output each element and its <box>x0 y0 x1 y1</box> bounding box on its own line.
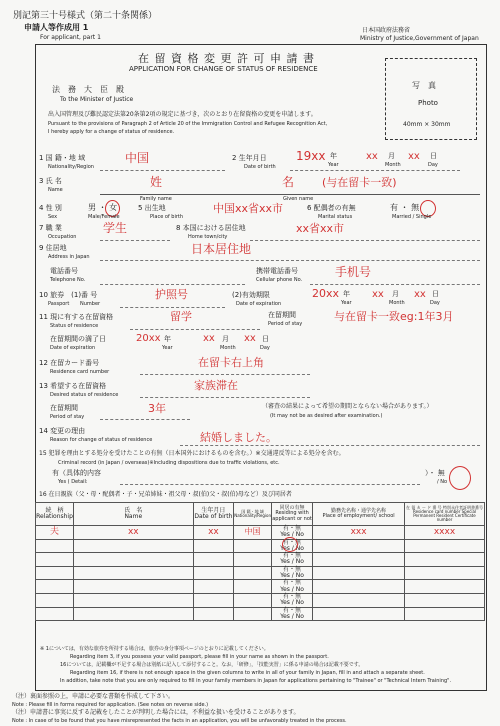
family-table-header <box>36 503 485 526</box>
q11-month-value[interactable]: xx <box>203 333 215 344</box>
col-nationality: 国 籍・地 域 Nationality/Region <box>234 503 272 526</box>
form-title-en: APPLICATION FOR CHANGE OF STATUS OF RESIDENCE <box>129 65 318 73</box>
q10-month-label-en: Month <box>389 300 405 306</box>
col-residing: 同居の有無 Residing with applicant or not <box>272 503 313 526</box>
table-row[interactable]: 有・無 Yes / No <box>36 593 485 607</box>
cell-label-en: Cellular phone No. <box>256 277 303 283</box>
table-row[interactable]: 有・無 Yes / No <box>36 607 485 621</box>
gov-en: Ministry of Justice,Government of Japan <box>360 35 479 42</box>
col-card: 在 留 カ ー ド 番 号 特別永住者証明書番号 Residence card number Special Permanent Resident Certificate number <box>405 503 485 526</box>
q2-day-value[interactable]: xx <box>408 151 420 162</box>
row1-relationship[interactable]: 夫 <box>36 526 74 540</box>
q2-label: 2 生年月日 <box>232 154 267 162</box>
family-table <box>35 502 485 621</box>
form-title-jp: 在 留 資 格 変 更 許 可 申 請 書 <box>138 52 315 65</box>
row1-name[interactable]: xx <box>73 526 193 540</box>
row1-card[interactable]: xxxx <box>405 526 485 540</box>
q12-value[interactable]: 在留卡右上角 <box>198 356 264 369</box>
photo-label-jp: 写 真 <box>412 81 436 90</box>
q13-stay-label: 在留期間 <box>50 404 78 412</box>
q11-year-label: 年 <box>164 335 171 343</box>
q11-year-label-en: Year <box>162 345 173 351</box>
q10-label-en: Passport <box>48 301 70 307</box>
q10-year-label-en: Year <box>341 300 352 306</box>
form-number: 別記第三十号様式（第二十条関係） <box>13 11 158 21</box>
q3-label: 3 氏 名 <box>39 177 62 185</box>
q13-stay-label-en: Period of stay <box>50 414 85 420</box>
q13-stay-value[interactable]: 3年 <box>148 402 166 415</box>
q3-family-value[interactable]: 姓 <box>150 175 163 189</box>
note-1-en: Regarding item 3, if you possess your valid passport, please fill in your name as shown in the passport. <box>70 654 329 660</box>
intro-line3: I hereby apply for a change of status of residence. <box>48 129 175 135</box>
q11-day-label: 日 <box>262 335 269 343</box>
q2-year-value[interactable]: 19xx <box>296 149 326 163</box>
q11-day-value[interactable]: xx <box>244 333 256 344</box>
q10-label: 10 旅券 (1)番 号 <box>39 291 98 299</box>
q15-label-en: Criminal record (in Japan / overseas)※Including dispositions due to traffic violations, etc. <box>58 460 280 466</box>
q8-label: 8 本国における居住地 <box>176 224 246 232</box>
q15-yes-label[interactable]: 有（具体的内容 <box>52 469 101 477</box>
footer-note-2: （注）申請書に事実に反する記載をしたことが判明した場合には，不利益な扱いを受けることがあります。 <box>12 709 300 716</box>
photo-size: 40mm × 30mm <box>403 121 451 128</box>
q13-label: 13 希望する在留資格 <box>39 382 107 390</box>
note-1: ※ 1については，有効な旅券を所持する場合は，旅券の身分事項ページのとおりに記載してください。 <box>40 646 269 652</box>
q9-label: 9 住居地 <box>39 244 67 252</box>
tel-label-en: Telephone No. <box>50 277 86 283</box>
q10-day-label-en: Day <box>430 300 440 306</box>
q1-value[interactable]: 中国 <box>125 151 150 165</box>
q1-label-en: Nationality/Region <box>48 164 94 170</box>
q6-label-en: Marital status <box>318 214 353 220</box>
col-dob: 生年月日 Date of birth <box>193 503 234 526</box>
col-name: 氏 名 Name <box>73 503 193 526</box>
row1-dob[interactable]: xx <box>193 526 234 540</box>
note-2: 16については，記載欄が不足する場合は別紙に記入して添付すること。なお，「研修」，「技能実習」に係る申請の場合は記載不要です。 <box>60 662 364 668</box>
q12-label: 12 在留カード番号 <box>39 359 100 367</box>
q13-label-en: Desired status of residence <box>50 392 119 398</box>
q10-2-label-en: Date of expiration <box>236 301 282 307</box>
q13-note-en: (It may not be as desired after examination.) <box>270 413 383 419</box>
q6-options-en: Married / Single <box>392 214 432 220</box>
q11-exp-label: 在留期間の満了日 <box>50 335 106 343</box>
row1-nationality[interactable]: 中国 <box>234 526 272 540</box>
q10-month-value[interactable]: xx <box>372 289 384 300</box>
q15-no-label-en: / No <box>437 479 448 485</box>
row1-workplace[interactable]: xxx <box>313 526 405 540</box>
photo-label-en: Photo <box>418 99 438 107</box>
q3-note-value[interactable]: (与在留卡一致) <box>322 176 397 189</box>
q9-value[interactable]: 日本居住地 <box>191 242 252 256</box>
day-label-en: Day <box>428 162 438 168</box>
q15-yes-label-en: Yes ( Detail: <box>58 479 88 485</box>
q4-label: 4 性 別 <box>39 204 62 212</box>
q5-label-en: Place of birth <box>150 214 184 220</box>
family-name-label: Family name <box>140 196 172 202</box>
q2-label-en: Date of birth <box>244 164 276 170</box>
q5-label: 5 出生地 <box>138 204 166 212</box>
year-label: 年 <box>330 152 337 160</box>
q9-label-en: Address in Japan <box>48 254 90 260</box>
for-applicant-label: For applicant, part 1 <box>40 34 101 41</box>
q10-month-label: 月 <box>392 290 399 298</box>
q11-day-label-en: Day <box>260 345 270 351</box>
given-name-label: Given name <box>283 196 314 202</box>
q11-stay-label: 在留期間 <box>268 311 296 319</box>
q11-stay-value[interactable]: 与在留卡一致eg:1年3月 <box>334 310 454 323</box>
gov-jp: 日本国政府法務省 <box>362 27 411 34</box>
q10-number-en: Number <box>80 301 101 307</box>
table-row[interactable]: 有・無 Yes / No <box>36 566 485 580</box>
table-row[interactable]: 有・無 Yes / No <box>36 553 485 567</box>
q10-day-value[interactable]: xx <box>414 289 426 300</box>
q11-year-value[interactable]: 20xx <box>136 333 161 344</box>
table-row[interactable] <box>36 526 485 540</box>
q10-value[interactable]: 护照号 <box>155 288 188 301</box>
q11-month-label: 月 <box>222 335 229 343</box>
residing-yes-circle <box>282 537 298 552</box>
form-subtitle: 申請人等作成用 1 <box>24 23 89 32</box>
footer-note-1: （注）裏面参照の上，申請に必要な書類を作成して下さい。 <box>12 693 175 700</box>
q11-month-label-en: Month <box>220 345 236 351</box>
col-relationship: 続 柄 Relationship <box>36 503 74 526</box>
note-3-en: In addition, take note that you are only required to fill in your family members in Japan for applications pertaining to "Trainee" or "Technical Intern Training". <box>60 678 452 684</box>
table-row[interactable]: 有・無 Yes / No <box>36 539 485 553</box>
q14-label-en: Reason for change of status of residence <box>50 437 153 443</box>
table-row[interactable]: 有・無 Yes / No <box>36 580 485 594</box>
q11-exp-label-en: Date of expiration <box>50 345 96 351</box>
note-2-en: Regarding item 16, if there is not enough space in the given columns to write in all of your family in Japan, fill in and attach a separate sheet. <box>70 670 425 676</box>
q7-value[interactable]: 学生 <box>103 221 128 235</box>
q15-label: 15 犯罪を理由とする処分を受けたことの有無（日本国外におけるものを含む。）※交通違反等による処分を含む。 <box>39 450 345 457</box>
q10-2-label: (2)有効期限 <box>232 291 270 299</box>
q11-stay-label-en: Period of stay <box>268 321 303 327</box>
q8-label-en: Home town/city <box>188 234 228 240</box>
intro-line1: 出入国管理及び難民認定法第20条第2項の規定に基づき，次のとおり在留資格の変更を申請します。 <box>48 111 317 118</box>
q10-day-label: 日 <box>432 290 439 298</box>
cell-value[interactable]: 手机号 <box>335 265 372 279</box>
q11-label-en: Status of residence <box>50 323 99 329</box>
q11-value[interactable]: 留学 <box>170 310 192 323</box>
q7-label-en: Occupation <box>48 234 77 240</box>
q6-label: 6 配偶者の有無 <box>307 204 356 212</box>
q6-options[interactable]: 有 ・ 無 <box>390 203 420 212</box>
q10-year-value[interactable]: 20xx <box>312 287 340 300</box>
q14-label: 14 変更の理由 <box>39 427 86 435</box>
q12-label-en: Residence card number <box>50 369 110 375</box>
month-label-en: Month <box>385 162 401 168</box>
col-workplace: 勤務先名称・通学先名称 Place of employment/ school <box>313 503 405 526</box>
q8-value[interactable]: xx省xx市 <box>296 222 345 235</box>
intro-line2: Pursuant to the provisions of Paragraph 2 of Article 20 of the Immigration Control and Refugee Recognition Act, <box>48 121 328 127</box>
q7-label: 7 職 業 <box>39 224 62 232</box>
q4-options[interactable]: 男 ・ 女 <box>88 203 118 212</box>
q2-month-value[interactable]: xx <box>366 151 378 162</box>
q3-given-value[interactable]: 名 <box>282 175 295 189</box>
year-label-en: Year <box>328 162 339 168</box>
day-label: 日 <box>430 152 437 160</box>
q14-value[interactable]: 結婚しました。 <box>200 431 277 444</box>
month-label: 月 <box>388 152 395 160</box>
q15-no-label[interactable]: ）・ 無 <box>425 469 445 477</box>
q1-label: 1 国 籍・地 域 <box>39 154 86 162</box>
footer-note-2-en: Note : In case of to be found that you have misrepresented the facts in an application, you will be unfavorably treated in the process. <box>12 718 347 724</box>
q5-value[interactable]: 中国xx省xx市 <box>213 202 284 215</box>
cell-label: 携帯電話番号 <box>256 267 298 275</box>
q11-label: 11 現に有する在留資格 <box>39 313 114 321</box>
q4-label-en: Sex <box>48 214 58 220</box>
q3-label-en: Name <box>48 187 63 193</box>
addressee-jp: 法 務 大 臣 殿 <box>52 85 124 94</box>
footer-note-1-en: Note : Please fill in forms required for application. (See notes on reverse side.) <box>12 702 209 708</box>
tel-label: 電話番号 <box>50 267 78 275</box>
row1-residing[interactable]: 有・無 Yes / No <box>272 526 313 540</box>
q16-label: 16 在日親族（父・母・配偶者・子・兄弟姉妹・祖父母・叔(伯)父・叔(伯)母など）及び同居者 <box>39 491 292 498</box>
q13-value[interactable]: 家族滞在 <box>194 379 238 392</box>
no-crime-circle <box>449 466 471 490</box>
addressee-en: To the Minister of Justice <box>60 96 134 103</box>
q10-year-label: 年 <box>343 290 350 298</box>
q13-note-jp: （審査の結果によって希望の期間とならない場合があります。） <box>262 403 433 410</box>
q4-options-en: Male/Female <box>88 214 120 220</box>
